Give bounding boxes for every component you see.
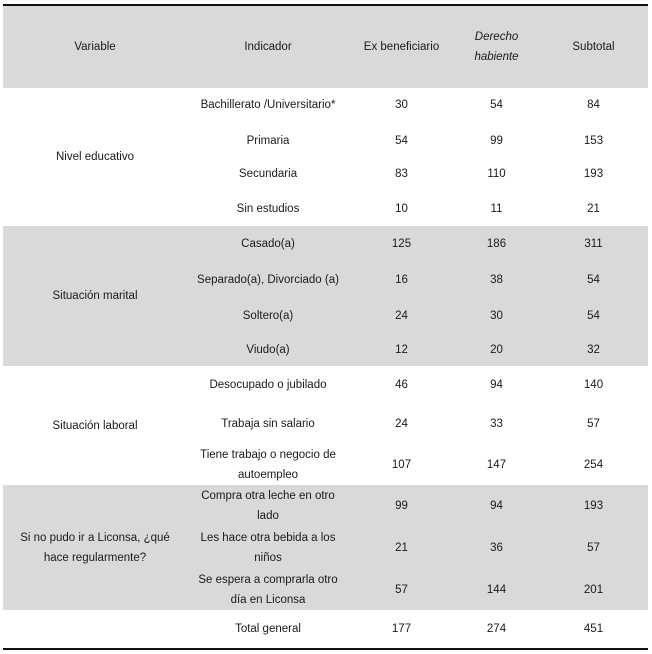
row-de: 144 <box>486 584 507 596</box>
row-sub: 311 <box>584 238 603 250</box>
header-derecho: Derecho <box>474 31 519 43</box>
row-ex: 24 <box>395 418 408 430</box>
row-indicador: Viudo(a) <box>246 344 290 356</box>
row-de: 99 <box>490 135 503 147</box>
row-de: 54 <box>490 99 503 111</box>
row-indicador: Primaria <box>246 135 290 147</box>
group-variable-liconsa-line2: hace regularmente? <box>43 552 147 564</box>
row-sub: 193 <box>583 500 604 512</box>
row-de: 147 <box>486 459 507 471</box>
row-indicador-line1: Les hace otra bebida a los <box>200 532 336 544</box>
header-ex-beneficiario: Ex beneficiario <box>363 41 440 53</box>
header-subtotal: Subtotal <box>572 41 615 53</box>
row-indicador-line1: Tiene trabajo o negocio de <box>200 449 336 461</box>
row-sub: 57 <box>587 542 600 554</box>
row-indicador: Trabaja sin salario <box>221 418 315 430</box>
row-de: 33 <box>490 418 503 430</box>
row-indicador: Separado(a), Divorciado (a) <box>197 274 339 286</box>
row-de: 30 <box>490 310 503 322</box>
row-sub: 54 <box>587 310 600 322</box>
row-ex: 57 <box>395 584 408 596</box>
group-variable-situacion-laboral: Situación laboral <box>52 420 138 432</box>
row-indicador: Bachillerato /Universitario* <box>200 99 336 111</box>
row-ex: 107 <box>391 459 412 471</box>
row-sub: 193 <box>583 168 604 180</box>
total-label: Total general <box>235 623 301 635</box>
row-indicador-line2: lado <box>257 510 279 522</box>
table-top-rule <box>3 4 648 6</box>
row-ex: 46 <box>395 379 408 391</box>
row-ex: 21 <box>395 542 408 554</box>
row-ex: 54 <box>395 135 408 147</box>
row-indicador-line2: niños <box>254 552 282 564</box>
row-ex: 16 <box>395 274 408 286</box>
row-ex: 10 <box>395 203 408 215</box>
row-de: 94 <box>490 500 503 512</box>
total-sub: 451 <box>583 623 604 635</box>
row-indicador-line1: Compra otra leche en otro <box>201 490 335 502</box>
row-indicador: Casado(a) <box>241 238 295 250</box>
row-sub: 254 <box>583 459 604 471</box>
row-indicador: Desocupado o jubilado <box>209 379 327 391</box>
row-indicador-line1: Se espera a comprarla otro <box>198 574 338 586</box>
row-de: 186 <box>486 238 507 250</box>
row-de: 110 <box>487 168 506 180</box>
row-indicador: Secundaria <box>238 168 298 180</box>
row-sub: 84 <box>587 99 600 111</box>
group-variable-situacion-marital: Situación marital <box>52 290 138 302</box>
row-de: 20 <box>490 344 503 356</box>
row-sub: 32 <box>587 344 600 356</box>
row-indicador-line2: día en Liconsa <box>230 594 306 606</box>
row-ex: 12 <box>395 344 408 356</box>
row-ex: 125 <box>391 238 412 250</box>
row-sub: 153 <box>583 135 604 147</box>
row-ex: 83 <box>395 168 408 180</box>
row-sub: 54 <box>587 274 600 286</box>
row-sub: 57 <box>587 418 600 430</box>
header-variable: Variable <box>74 41 116 53</box>
row-ex: 99 <box>395 500 408 512</box>
header-habiente: habiente <box>474 51 519 63</box>
row-ex: 30 <box>395 99 408 111</box>
row-sub: 21 <box>587 203 600 215</box>
total-ex: 177 <box>391 623 412 635</box>
row-indicador: Soltero(a) <box>242 310 294 322</box>
row-indicador-line2: autoempleo <box>237 469 299 481</box>
row-de: 94 <box>490 379 503 391</box>
total-de: 274 <box>486 623 507 635</box>
header-indicador: Indicador <box>244 41 292 53</box>
row-de: 38 <box>490 274 503 286</box>
group-variable-nivel-educativo: Nivel educativo <box>56 151 134 163</box>
row-sub: 140 <box>583 379 604 391</box>
row-de: 36 <box>490 542 503 554</box>
row-indicador: Sin estudios <box>236 203 300 215</box>
row-de: 11 <box>490 203 503 215</box>
row-sub: 201 <box>583 584 604 596</box>
table-bottom-rule <box>3 648 648 650</box>
group-variable-liconsa-line1: Si no pudo ir a Liconsa, ¿qué <box>20 532 170 544</box>
row-ex: 24 <box>395 310 408 322</box>
